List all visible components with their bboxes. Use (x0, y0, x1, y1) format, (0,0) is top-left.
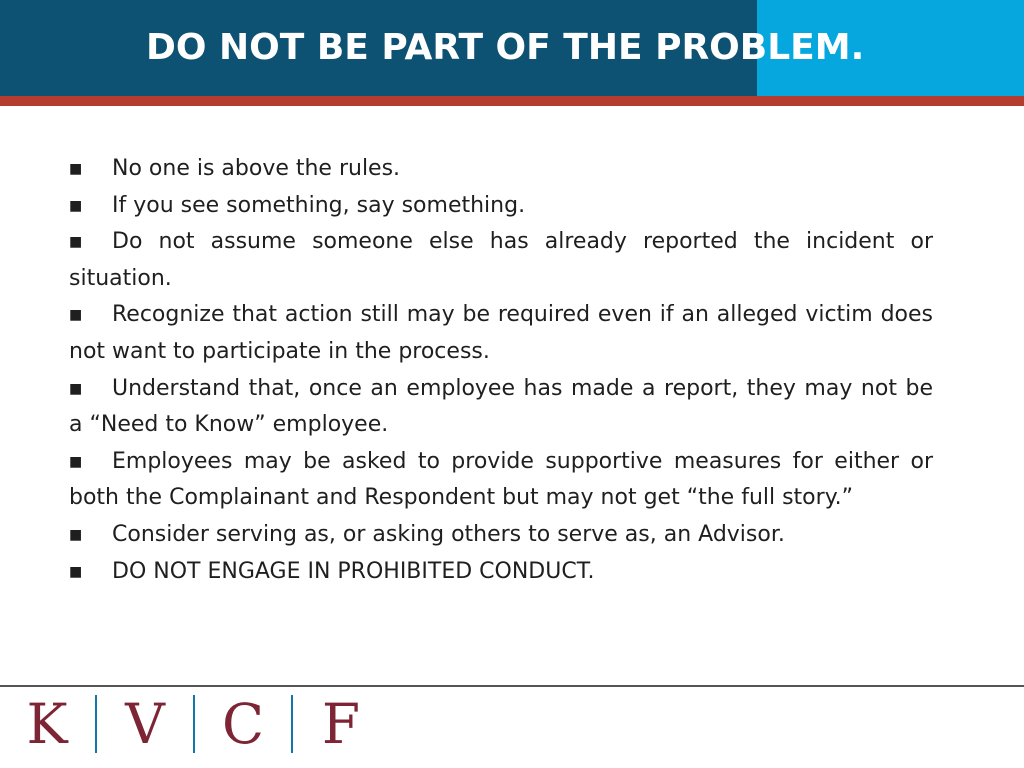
logo-divider (291, 695, 293, 753)
square-bullet-icon: ■ (69, 234, 83, 251)
square-bullet-icon: ■ (69, 453, 83, 470)
square-bullet-icon: ■ (69, 197, 83, 214)
logo-letter-v: V (125, 692, 165, 756)
bullet-text: Consider serving as, or asking others to serve as, an Advisor. (112, 521, 785, 547)
square-bullet-icon: ■ (69, 526, 83, 543)
bullet-list-item (69, 188, 933, 225)
bullet-text: Employees may be asked to provide supportive measures for either or both the Complainant and Respondent but may not get “the full story.” (69, 448, 933, 511)
bullet-text: DO NOT ENGAGE IN PROHIBITED CONDUCT. (112, 558, 595, 584)
bullet-text: Recognize that action still may be required even if an alleged victim does not want to participate in the process. (69, 302, 933, 364)
bullet-list (69, 151, 933, 601)
bullet-list-item (69, 517, 933, 554)
bullet-text: No one is above the rules. (112, 156, 401, 181)
bullet-list-item (69, 151, 933, 188)
square-bullet-icon: ■ (69, 161, 83, 177)
header-red-rule (0, 96, 1024, 106)
bullet-list-item (69, 297, 933, 370)
logo-letter-f: F (321, 692, 361, 756)
bullet-list-item (69, 224, 933, 297)
logo-divider (95, 695, 97, 753)
kvcf-logo (20, 692, 368, 756)
footer-rule (0, 685, 1024, 687)
square-bullet-icon: ■ (69, 307, 83, 324)
bullet-text: Do not assume someone else has already reported the incident or situation. (69, 229, 933, 291)
logo-letter-c: C (221, 692, 265, 756)
bullet-list-item (69, 444, 933, 517)
slide-header (0, 0, 1024, 96)
bullet-text: Understand that, once an employee has made a report, they may not be a “Need to Know” employee. (69, 375, 933, 438)
bullet-list-item (69, 371, 933, 444)
logo-divider (193, 695, 195, 753)
logo-letter-k: K (26, 692, 68, 756)
page-title: DO NOT BE PART OF THE PROBLEM. (146, 27, 865, 68)
square-bullet-icon: ■ (69, 563, 83, 580)
bullet-list-item (69, 554, 933, 591)
bullet-text: If you see something, say something. (112, 192, 526, 218)
square-bullet-icon: ■ (69, 380, 83, 397)
